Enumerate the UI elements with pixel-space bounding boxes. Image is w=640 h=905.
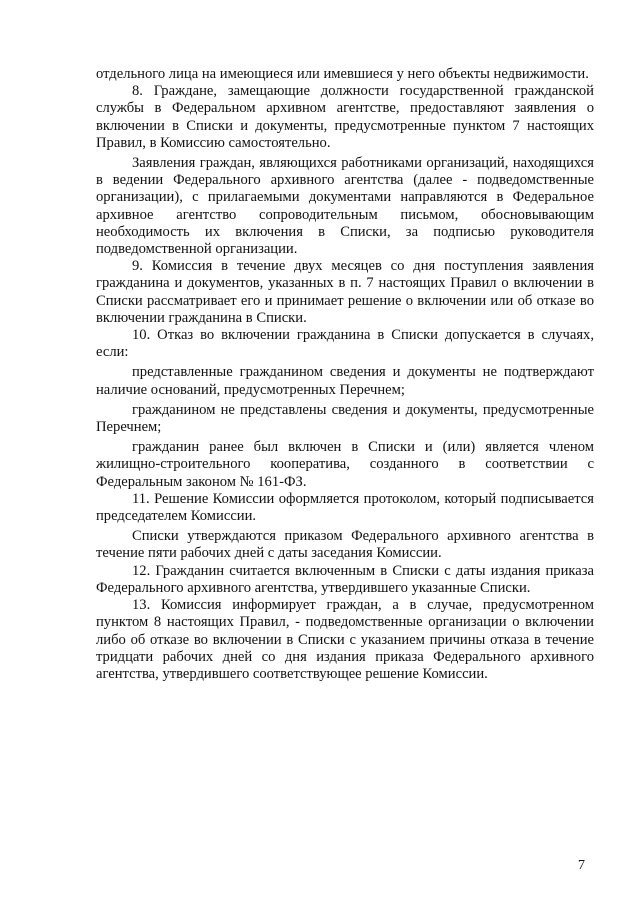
paragraph-item-9: 9. Комиссия в течение двух месяцев со дня поступления заявления гражданина и документов, указанных в п. 7 настоящих Правил о включении в Списки рассматривает его и принимает решение о включении или об отказе во включении гражданина в Списки.: [96, 258, 594, 326]
paragraph-item-13: 13. Комиссия информирует граждан, а в случае, предусмотренном пунктом 8 настоящих Правил, - подведомственные организации о включении либо об отказе во включении в Списки с указанием причины отказа в течение тридцати рабочих дней со дня издания приказа Федерального архивного агентства, утвердившего соответствующее решение Комиссии.: [96, 597, 594, 682]
paragraph-refusal-reason-1: представленные гражданином сведения и документы не подтверждают наличие оснований, предусмотренных Перечнем;: [96, 364, 594, 398]
paragraph-continuation: отдельного лица на имеющиеся или имевшиеся у него объекты недвижимости.: [96, 66, 589, 82]
paragraph-refusal-reason-2: гражданином не представлены сведения и документы, предусмотренные Перечнем;: [96, 401, 594, 436]
paragraph-lists-approval: Списки утверждаются приказом Федерального архивного агентства в течение пяти рабочих дней с даты заседания Комиссии.: [96, 528, 594, 562]
page-number: 7: [578, 858, 585, 873]
paragraph-refusal-reason-3: гражданин ранее был включен в Списки и (или) является членом жилищно-строительного кооператива, созданного в соответствии с Федеральным законом № 161-ФЗ.: [96, 439, 594, 490]
paragraph-item-11: 11. Решение Комиссии оформляется протоколом, который подписывается председателем Комиссии.: [96, 490, 594, 525]
paragraph-item-12: 12. Гражданин считается включенным в Списки с даты издания приказа Федерального архивного агентства, утвердившего указанные Списки.: [96, 562, 594, 596]
paragraph-item-10: 10. Отказ во включении гражданина в Списки допускается в случаях, если:: [96, 327, 594, 361]
paragraph-item-8: 8. Граждане, замещающие должности государственной гражданской службы в Федеральном архивном агентстве, предоставляют заявления о включении в Списки и документы, предусмотренные пунктом 7 настоящих Правил, в Комиссию самостоятельно.: [96, 83, 594, 151]
paragraph-applications: Заявления граждан, являющихся работниками организаций, находящихся в ведении Федерального архивного агентства (далее - подведомственные организации), с прилагаемыми документами направляются в Федеральное архивное агентство сопроводительным письмом, обосновывающим необходимость их включения в Списки, за подписью руководителя подведомственной организации.: [96, 155, 594, 258]
document-body: [96, 66, 594, 683]
